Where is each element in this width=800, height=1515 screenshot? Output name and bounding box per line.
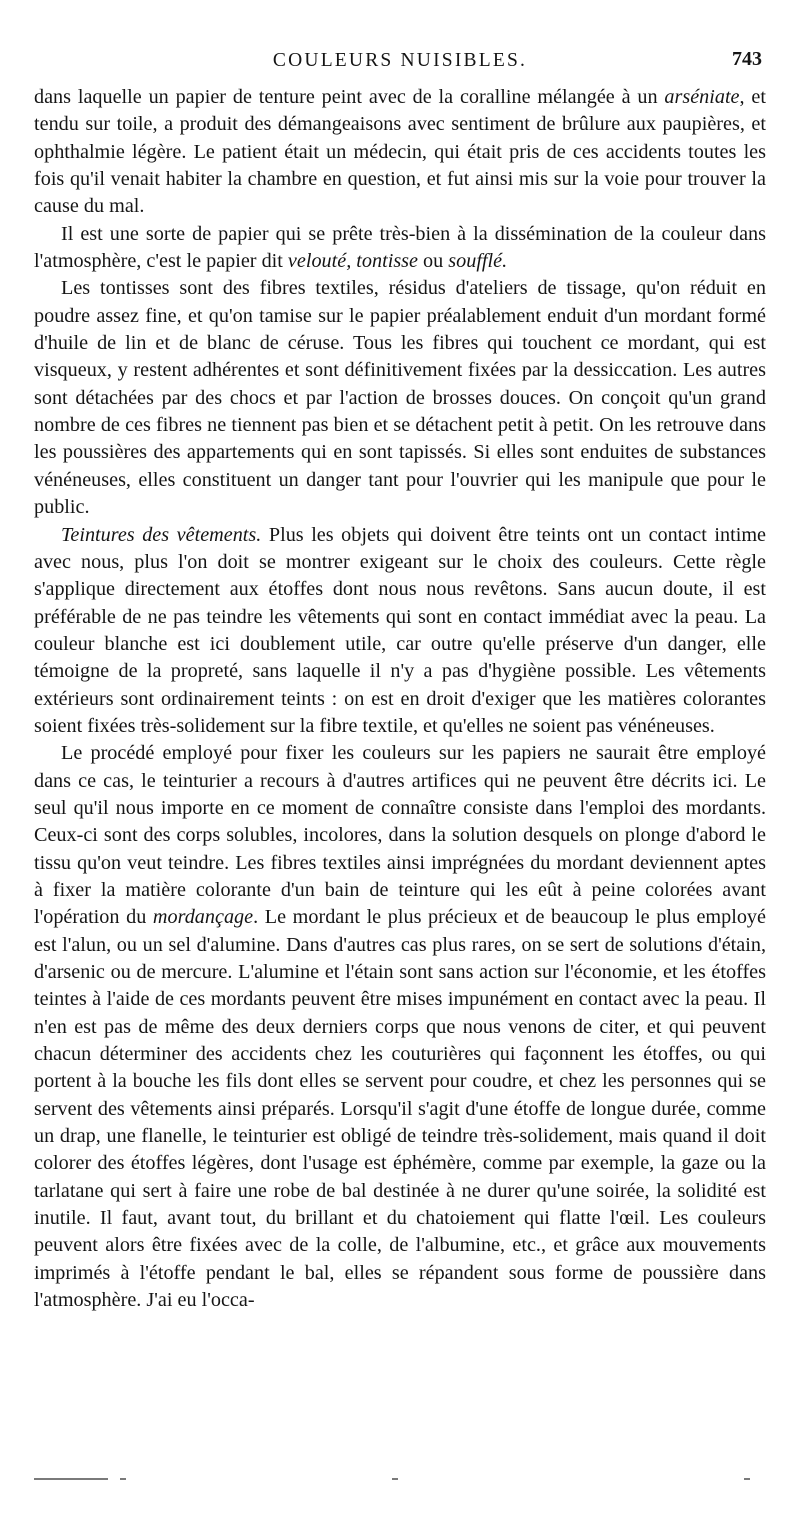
text-run: Le procédé employé pour fixer les couleurs sur les papiers ne saurait être employé dans ce cas, le teinturier a recours à d'autres artifices qui ne peuvent être décrits ici. Le seul qu'il nous importe en ce moment de connaître consiste dans l'emploi des mordants. Ceux-ci sont des corps solubles, incolores, dans la solution desquels on plonge d'abord le tissu qu'on veut teindre. Les fibres textiles ainsi imprégnées du mordant deviennent aptes à fixer la matière colorante d'un bain de teinture qui les eût à peine colorées avant l'opération du [34, 742, 766, 929]
paragraph [34, 221, 766, 276]
italic-run: velouté, tontisse [287, 250, 418, 273]
text-run: ou [418, 250, 449, 273]
paragraph [34, 84, 766, 221]
italic-run: mordançage [152, 906, 254, 929]
text-run: dans laquelle un papier de tenture peint avec de la coralline mélangée à un [34, 86, 665, 108]
text-run: Les tontisses sont des fibres textiles, résidus d'ateliers de tissage, qu'on réduit en poudre assez fine, et qu'on tamise sur le papier préalablement enduit d'un mordant formé d'huile de lin et de blanc de céruse. Tous les fibres qui touchent ce mordant, qui est visqueux, y restent adhérentes et sont définitivement fixées par la dessiccation. Les autres sont détachées par des chocs et par l'action de brosses douces. On conçoit qu'un grand nombre de ces fibres ne tiennent pas bien et se détachent petit à petit. On les retrouve dans les poussières des appartements qui en sont tapissés. Si elles sont enduites de substances vénéneuses, elles constituent un danger tant pour l'ouvrier qui les manipule que pour le public. [34, 277, 766, 519]
running-head [0, 50, 800, 80]
footer-rule [0, 1478, 800, 1488]
page-number: 743 [732, 48, 762, 70]
text-run: , et tendu sur toile, a produit des démangeaisons avec sentiment de brûlure aux paupières, et ophthalmie légère. Le patient était un médecin, qui était pris de ces accidents toutes les fois qu'il venait habiter la chambre en question, et fut ainsi mis sur la voie pour trouver la cause du mal. [34, 86, 766, 218]
running-title: COULEURS NUISIBLES. [272, 50, 528, 71]
italic-run: arséniate [664, 86, 740, 108]
paragraph [34, 740, 766, 1314]
text-run: Plus les objets qui doivent être teints ont un contact intime avec nous, plus l'on doit se montrer exigeant sur le choix des couleurs. Cette règle s'applique directement aux étoffes dont nous nous revêtons. Sans aucun doute, il est préférable de ne pas teindre les vêtements qui sont en contact immédiat avec la peau. La couleur blanche est ici doublement utile, car outre qu'elle préserve d'un danger, elle témoigne de la propreté, sans laquelle il n'y a pas d'hygiène possible. Les vêtements extérieurs sont ordinairement teints : on est en droit d'exiger que les matières colorantes soient fixées très-solidement sur la fibre textile, et qu'elles ne soient pas vénéneuses. [34, 523, 766, 737]
paragraph [34, 522, 766, 741]
body-text [34, 84, 766, 1314]
italic-run: soufflé. [448, 250, 508, 273]
text-run: Il est une sorte de papier qui se prête très-bien à la dissémination de la couleur dans l'atmosphère, c'est le papier dit [34, 222, 766, 273]
paragraph [34, 275, 766, 521]
text-run: . Le mordant le plus précieux et de beaucoup le plus employé est l'alun, ou un sel d'alumine. Dans d'autres cas plus rares, on se sert de solutions d'étain, d'arsenic ou de mercure. L'alumine et l'étain sont sans action sur l'économie, et les étoffes teintes à l'aide de ces mordants peuvent être mises impunément en contact avec la peau. Il n'en est pas de même des deux derniers corps que nous venons de citer, et qui peuvent chacun déterminer des accidents chez les couturières qui façonnent les étoffes, ou qui portent à la bouche les fils dont elles se servent pour coudre, et chez les personnes qui se servent des vêtements ainsi préparés. Lorsqu'il s'agit d'une étoffe de longue durée, comme un drap, une flanelle, le teinturier est obligé de teindre très-solidement, mais quand il doit colorer des étoffes légères, dont l'usage est éphémère, comme par exemple, la gaze ou la tarlatane qui sert à faire une robe de bal destinée à ne durer qu'une soirée, la solidité est inutile. Il faut, avant tout, du brillant et du chatoiement qui flatte l'œil. Les couleurs peuvent alors être fixées avec de la colle, de l'albumine, etc., et grâce aux mouvements imprimés à l'étoffe pendant le bal, elles se répandent sous forme de poussière dans l'atmosphère. J'ai eu l'occa- [34, 906, 766, 1312]
italic-run: Teintures des vêtements. [61, 523, 262, 546]
